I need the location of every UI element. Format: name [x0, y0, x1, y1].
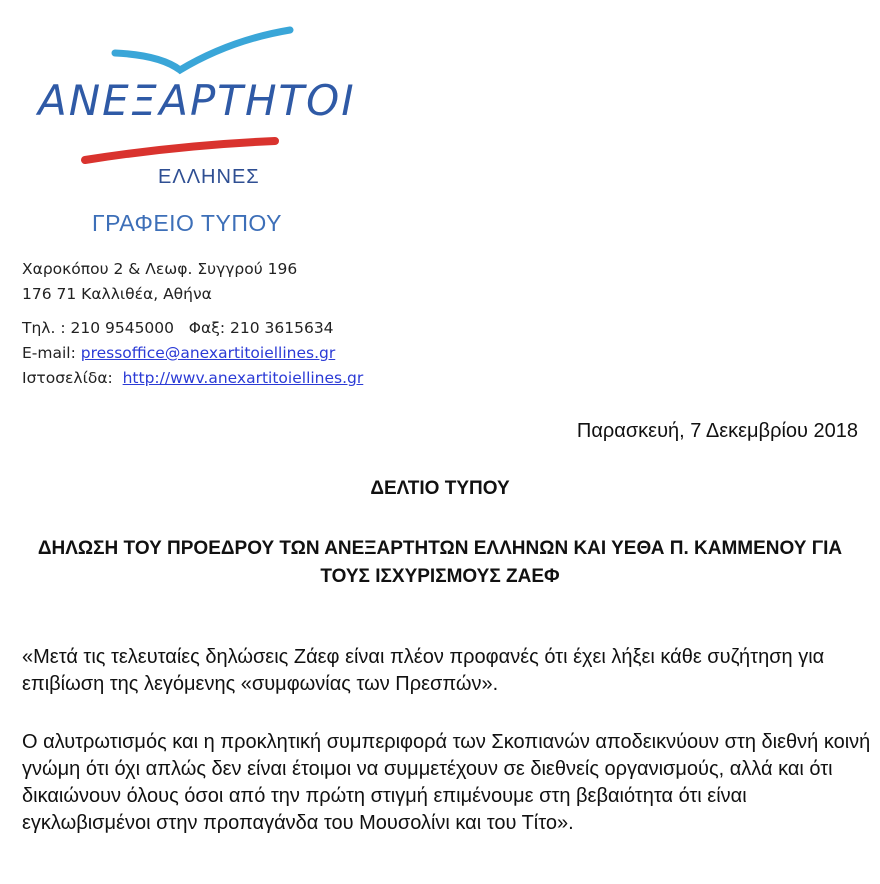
- document-date: Παρασκευή, 7 Δεκεμβρίου 2018: [576, 420, 858, 442]
- address-line-1: Χαροκόπου 2 & Λεωφ. Συγγρού 196: [22, 260, 298, 278]
- paragraph-1: «Μετά τις τελευταίες δηλώσεις Ζάεφ είναι πλέον προφανές ότι έχει λήξει κάθε συζήτηση για επιβίωση της λεγόμενης «συμφωνίας των Πρεσπών».: [22, 646, 825, 695]
- logo-wordmark: ΑΝΕΞΑΡΤΗΤΟΙ: [38, 76, 356, 125]
- logo-red-stroke: [85, 141, 275, 160]
- website-line: [22, 369, 363, 387]
- website-link[interactable]: http://wwv.anexartitoiellines.gr: [122, 369, 364, 387]
- document-title: ΔΕΛΤΙΟ ΤΥΠΟΥ: [370, 478, 510, 499]
- logo-bird-stroke: [115, 30, 290, 70]
- headline: ΔΗΛΩΣΗ ΤΟΥ ΠΡΟΕΔΡΟΥ ΤΩΝ ΑΝΕΞΑΡΤΗΤΩΝ ΕΛΛΗΝΩΝ ΚΑΙ ΥΕΘΑ Π. ΚΑΜΜΕΝΟΥ ΓΙΑ ΤΟΥΣ ΙΣΧΥΡΙΣΜΟΥΣ ΖΑΕΦ: [37, 538, 843, 587]
- logo-subtitle: ΕΛΛΗΝΕΣ: [158, 166, 260, 188]
- email-line: [22, 344, 335, 362]
- phone-fax: Τηλ. : 210 9545000 Φαξ: 210 3615634: [22, 319, 334, 337]
- website-label: Ιστοσελίδα:: [22, 369, 123, 387]
- address-line-2: 176 71 Καλλιθέα, Αθήνα: [22, 285, 212, 303]
- email-link[interactable]: pressoffice@anexartitoiellines.gr: [80, 344, 336, 362]
- email-label: E-mail:: [22, 344, 81, 362]
- party-logo: [30, 15, 370, 195]
- press-office-label: ΓΡΑΦΕΙΟ ΤΥΠΟΥ: [92, 210, 282, 236]
- paragraph-2: Ο αλυτρωτισμός και η προκλητική συμπεριφορά των Σκοπιανών αποδεικνύουν στη διεθνή κοινή γνώμη ότι όχι απλώς δεν είναι έτοιμοι να συμμετέχουν σε διεθνείς οργανισμούς, αλλά και ότι δικαιώνουν όλους όσοι από την πρώτη στιγμή επιμένουμε στη βεβαιότητα ότι είναι εγκλωβισμένοι στην προπαγάνδα του Μουσολίνι και του Τίτο».: [22, 731, 871, 834]
